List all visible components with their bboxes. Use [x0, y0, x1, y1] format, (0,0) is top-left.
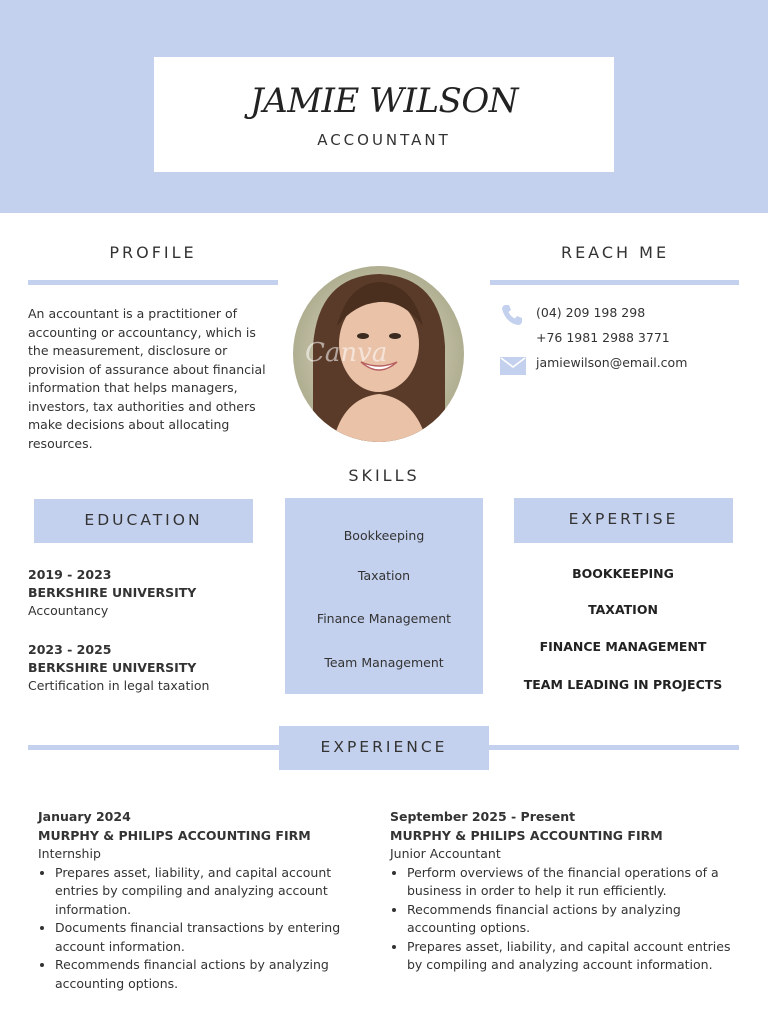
- education-years: 2023 - 2025: [28, 642, 112, 657]
- job-bullet: • Prepares asset, liability, and capital account entries by compiling and analyzing account information.: [55, 864, 378, 920]
- education-years: 2019 - 2023: [28, 567, 112, 582]
- expertise-item: TAXATION: [588, 602, 658, 617]
- name-card: [154, 57, 614, 172]
- education-entry: [28, 641, 278, 695]
- email-address[interactable]: jamiewilson@email.com: [536, 355, 688, 370]
- expertise-item: FINANCE MANAGEMENT: [539, 639, 707, 654]
- job-date: January 2024: [38, 809, 131, 824]
- skill-item: Finance Management: [316, 611, 452, 626]
- experience-heading: EXPERIENCE: [320, 738, 448, 756]
- phone-number-1: (04) 209 198 298: [536, 305, 646, 320]
- watermark-text: Canva: [305, 338, 388, 368]
- expertise-item: BOOKKEEPING: [572, 566, 674, 581]
- job-bullet: • Recommends financial actions by analyzing accounting options.: [55, 956, 378, 993]
- job-role: Internship: [38, 846, 101, 861]
- job-title: ACCOUNTANT: [317, 131, 451, 149]
- expertise-heading: EXPERTISE: [568, 510, 679, 528]
- education-heading: EDUCATION: [84, 511, 203, 529]
- skill-item: Bookkeeping: [343, 528, 425, 543]
- profile-heading: PROFILE: [109, 243, 197, 262]
- job-date: September 2025 - Present: [390, 809, 576, 824]
- job-entry: [390, 808, 740, 975]
- profile-photo: [293, 266, 464, 442]
- reach-divider: [490, 280, 739, 285]
- profile-text: An accountant is a practitioner of accounting or accountancy, which is the measurement, disclosure or provision of assurance about financial information that helps managers, investors, tax authorities and others make decisions about allocating resources.: [28, 306, 266, 451]
- job-bullet: • Perform overviews of the financial operations of a business in order to help it run efficiently.: [407, 864, 740, 901]
- phone-icon: [500, 303, 524, 331]
- education-field: Accountancy: [28, 603, 109, 618]
- skills-heading: SKILLS: [348, 466, 420, 485]
- person-name: JAMIE WILSON: [250, 81, 518, 121]
- job-bullet: • Prepares asset, liability, and capital account entries by compiling and analyzing account information.: [407, 938, 740, 975]
- job-bullets: [390, 864, 740, 975]
- education-school: BERKSHIRE UNIVERSITY: [28, 660, 197, 675]
- envelope-icon: [500, 357, 526, 379]
- education-entry: [28, 566, 278, 620]
- phone-number-2: +76 1981 2988 3771: [536, 330, 670, 345]
- job-bullet: • Documents financial transactions by entering account information.: [55, 919, 378, 956]
- expertise-item: TEAM LEADING IN PROJECTS: [523, 677, 723, 692]
- skill-item: Team Management: [324, 655, 444, 670]
- job-entry: [38, 808, 378, 993]
- job-company: MURPHY & PHILIPS ACCOUNTING FIRM: [38, 827, 311, 843]
- skill-item: Taxation: [357, 568, 411, 583]
- job-bullet: • Recommends financial actions by analyzing accounting options.: [407, 901, 740, 938]
- education-field: Certification in legal taxation: [28, 678, 210, 693]
- profile-divider: [28, 280, 278, 285]
- reach-heading: REACH ME: [560, 243, 670, 262]
- job-role: Junior Accountant: [390, 846, 501, 861]
- job-bullets: [38, 864, 378, 994]
- job-company: MURPHY & PHILIPS ACCOUNTING FIRM: [390, 827, 663, 843]
- education-school: BERKSHIRE UNIVERSITY: [28, 585, 197, 600]
